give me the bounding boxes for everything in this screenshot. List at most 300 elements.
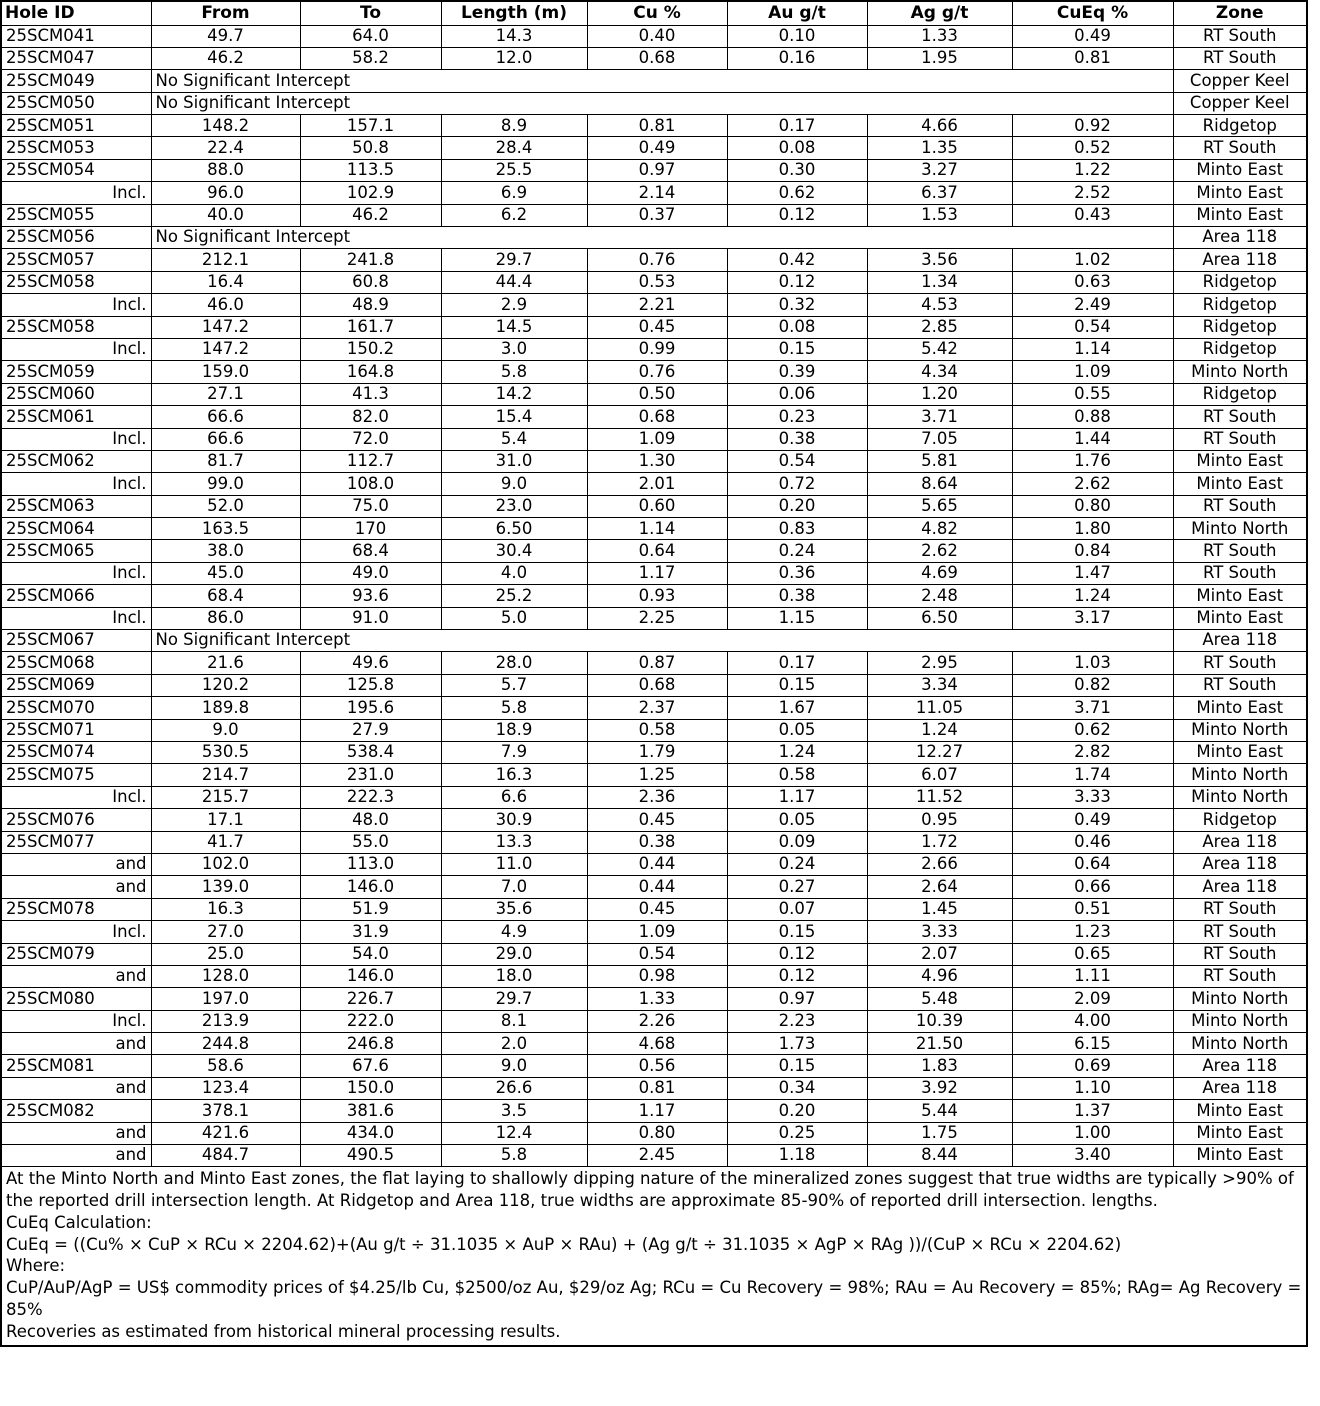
- row-au: 0.17: [727, 115, 867, 137]
- row-to: 226.7: [300, 988, 441, 1010]
- row-length: 8.9: [441, 115, 587, 137]
- row-sub-label: Incl.: [1, 428, 151, 450]
- row-length: 29.0: [441, 943, 587, 965]
- row-ag: 2.64: [867, 876, 1012, 898]
- row-ag: 1.35: [867, 137, 1012, 159]
- row-zone: RT South: [1173, 674, 1307, 696]
- row-length: 23.0: [441, 495, 587, 517]
- row-au: 0.12: [727, 271, 867, 293]
- row-length: 9.0: [441, 473, 587, 495]
- row-cu: 0.44: [587, 853, 727, 875]
- table-row: [1, 518, 1307, 540]
- row-cu: 0.56: [587, 1055, 727, 1077]
- row-from: 421.6: [151, 1122, 300, 1144]
- row-cu: 0.58: [587, 719, 727, 741]
- row-ag: 5.42: [867, 338, 1012, 360]
- row-from: 189.8: [151, 697, 300, 719]
- row-au: 0.12: [727, 943, 867, 965]
- row-au: 0.24: [727, 540, 867, 562]
- row-au: 0.62: [727, 182, 867, 204]
- row-zone: Minto North: [1173, 786, 1307, 808]
- row-hole-id: 25SCM067: [1, 630, 151, 652]
- row-cueq: 0.64: [1012, 853, 1173, 875]
- row-length: 4.0: [441, 562, 587, 584]
- row-au: 0.42: [727, 249, 867, 271]
- table-row: [1, 428, 1307, 450]
- row-to: 41.3: [300, 383, 441, 405]
- row-cueq: 0.65: [1012, 943, 1173, 965]
- row-hole-id: 25SCM063: [1, 495, 151, 517]
- row-hole-id: 25SCM059: [1, 361, 151, 383]
- row-to: 50.8: [300, 137, 441, 159]
- row-zone: Minto North: [1173, 719, 1307, 741]
- row-cueq: 1.22: [1012, 159, 1173, 181]
- row-from: 41.7: [151, 831, 300, 853]
- table-row: [1, 182, 1307, 204]
- row-length: 8.1: [441, 1010, 587, 1032]
- row-zone: RT South: [1173, 25, 1307, 47]
- row-au: 0.08: [727, 316, 867, 338]
- row-zone: RT South: [1173, 921, 1307, 943]
- table-footnotes: [1, 1167, 1307, 1346]
- row-cu: 0.98: [587, 965, 727, 987]
- table-row: [1, 630, 1307, 652]
- row-to: 54.0: [300, 943, 441, 965]
- row-cueq: 0.43: [1012, 204, 1173, 226]
- row-cu: 1.09: [587, 428, 727, 450]
- row-cueq: 3.40: [1012, 1145, 1173, 1167]
- row-sub-label: Incl.: [1, 294, 151, 316]
- row-cu: 0.87: [587, 652, 727, 674]
- row-cueq: 0.49: [1012, 25, 1173, 47]
- row-length: 15.4: [441, 406, 587, 428]
- row-au: 1.67: [727, 697, 867, 719]
- row-ag: 3.34: [867, 674, 1012, 696]
- row-cueq: 0.80: [1012, 495, 1173, 517]
- row-length: 44.4: [441, 271, 587, 293]
- row-zone: Copper Keel: [1173, 92, 1307, 114]
- row-to: 108.0: [300, 473, 441, 495]
- column-header-hole-id: Hole ID: [1, 1, 151, 25]
- row-zone: Area 118: [1173, 853, 1307, 875]
- row-cu: 0.40: [587, 25, 727, 47]
- table-row: [1, 965, 1307, 987]
- table-row: [1, 1055, 1307, 1077]
- row-to: 381.6: [300, 1100, 441, 1122]
- row-cu: 2.21: [587, 294, 727, 316]
- row-ag: 0.95: [867, 809, 1012, 831]
- row-cu: 2.36: [587, 786, 727, 808]
- row-cu: 1.14: [587, 518, 727, 540]
- row-to: 231.0: [300, 764, 441, 786]
- row-au: 0.27: [727, 876, 867, 898]
- row-cueq: 0.54: [1012, 316, 1173, 338]
- table-row: [1, 652, 1307, 674]
- row-cu: 0.76: [587, 249, 727, 271]
- row-length: 12.4: [441, 1122, 587, 1144]
- note-cueq-formula: CuEq = ((Cu% × CuP × RCu × 2204.62)+(Au g/t ÷ 31.1035 × AuP × RAu) + (Ag g/t ÷ 31.1035 × AgP × RAg ))/(CuP × RCu × 2204.62): [6, 1234, 1122, 1254]
- row-zone: Minto East: [1173, 159, 1307, 181]
- row-from: 21.6: [151, 652, 300, 674]
- table-row: [1, 898, 1307, 920]
- row-hole-id: 25SCM077: [1, 831, 151, 853]
- table-row: [1, 406, 1307, 428]
- row-ag: 11.52: [867, 786, 1012, 808]
- row-ag: 21.50: [867, 1033, 1012, 1055]
- row-from: 148.2: [151, 115, 300, 137]
- row-au: 0.34: [727, 1077, 867, 1099]
- row-to: 68.4: [300, 540, 441, 562]
- row-cueq: 1.23: [1012, 921, 1173, 943]
- row-zone: Minto East: [1173, 204, 1307, 226]
- row-to: 60.8: [300, 271, 441, 293]
- row-cu: 0.44: [587, 876, 727, 898]
- row-ag: 4.69: [867, 562, 1012, 584]
- row-cueq: 0.92: [1012, 115, 1173, 137]
- table-row: [1, 988, 1307, 1010]
- row-from: 159.0: [151, 361, 300, 383]
- row-cu: 0.99: [587, 338, 727, 360]
- row-hole-id: 25SCM058: [1, 271, 151, 293]
- row-ag: 1.75: [867, 1122, 1012, 1144]
- row-cu: 0.49: [587, 137, 727, 159]
- row-au: 1.73: [727, 1033, 867, 1055]
- row-sub-label: Incl.: [1, 921, 151, 943]
- row-zone: Ridgetop: [1173, 115, 1307, 137]
- row-hole-id: 25SCM049: [1, 70, 151, 92]
- row-cu: 1.17: [587, 1100, 727, 1122]
- row-zone: Ridgetop: [1173, 316, 1307, 338]
- row-from: 147.2: [151, 338, 300, 360]
- row-from: 52.0: [151, 495, 300, 517]
- row-cu: 0.68: [587, 406, 727, 428]
- row-cueq: 1.37: [1012, 1100, 1173, 1122]
- row-ag: 1.24: [867, 719, 1012, 741]
- row-length: 28.4: [441, 137, 587, 159]
- row-ag: 1.34: [867, 271, 1012, 293]
- row-hole-id: 25SCM071: [1, 719, 151, 741]
- row-to: 31.9: [300, 921, 441, 943]
- row-ag: 1.33: [867, 25, 1012, 47]
- row-cueq: 3.33: [1012, 786, 1173, 808]
- row-from: 68.4: [151, 585, 300, 607]
- row-zone: Ridgetop: [1173, 809, 1307, 831]
- row-length: 30.9: [441, 809, 587, 831]
- row-to: 246.8: [300, 1033, 441, 1055]
- row-au: 0.05: [727, 719, 867, 741]
- table-row: [1, 809, 1307, 831]
- table-row: [1, 1077, 1307, 1099]
- row-to: 51.9: [300, 898, 441, 920]
- row-cueq: 1.44: [1012, 428, 1173, 450]
- row-cu: 0.76: [587, 361, 727, 383]
- row-au: 1.18: [727, 1145, 867, 1167]
- row-au: 2.23: [727, 1010, 867, 1032]
- footnotes-cell: [1, 1167, 1307, 1346]
- row-zone: Minto East: [1173, 607, 1307, 629]
- row-cueq: 1.76: [1012, 450, 1173, 472]
- row-zone: Minto East: [1173, 585, 1307, 607]
- row-ag: 4.34: [867, 361, 1012, 383]
- row-zone: RT South: [1173, 652, 1307, 674]
- row-zone: Minto East: [1173, 473, 1307, 495]
- table-row: [1, 786, 1307, 808]
- row-from: 213.9: [151, 1010, 300, 1032]
- row-cueq: 6.15: [1012, 1033, 1173, 1055]
- row-zone: Ridgetop: [1173, 294, 1307, 316]
- row-to: 125.8: [300, 674, 441, 696]
- row-length: 29.7: [441, 988, 587, 1010]
- table-row: [1, 697, 1307, 719]
- row-from: 25.0: [151, 943, 300, 965]
- table-row: [1, 1145, 1307, 1167]
- row-length: 30.4: [441, 540, 587, 562]
- row-to: 64.0: [300, 25, 441, 47]
- row-ag: 3.92: [867, 1077, 1012, 1099]
- row-zone: Copper Keel: [1173, 70, 1307, 92]
- row-ag: 1.83: [867, 1055, 1012, 1077]
- row-to: 91.0: [300, 607, 441, 629]
- row-from: 45.0: [151, 562, 300, 584]
- row-length: 13.3: [441, 831, 587, 853]
- row-to: 164.8: [300, 361, 441, 383]
- row-zone: RT South: [1173, 47, 1307, 69]
- table-row: [1, 316, 1307, 338]
- note-prices-recoveries: CuP/AuP/AgP = US$ commodity prices of $4.25/lb Cu, $2500/oz Au, $29/oz Ag; RCu = Cu Recovery = 98%; RAu = Au Recovery = 85%; RAg= Ag Recovery = 85%: [6, 1278, 1302, 1320]
- header-row: [1, 1, 1307, 25]
- row-from: 96.0: [151, 182, 300, 204]
- row-zone: RT South: [1173, 428, 1307, 450]
- row-cu: 1.17: [587, 562, 727, 584]
- row-from: 163.5: [151, 518, 300, 540]
- row-cu: 2.25: [587, 607, 727, 629]
- row-ag: 8.64: [867, 473, 1012, 495]
- row-au: 0.09: [727, 831, 867, 853]
- row-zone: RT South: [1173, 406, 1307, 428]
- row-au: 0.38: [727, 428, 867, 450]
- row-zone: Minto East: [1173, 1145, 1307, 1167]
- row-au: 0.20: [727, 495, 867, 517]
- row-ag: 1.45: [867, 898, 1012, 920]
- row-au: 0.32: [727, 294, 867, 316]
- row-au: 0.23: [727, 406, 867, 428]
- row-au: 0.72: [727, 473, 867, 495]
- row-to: 161.7: [300, 316, 441, 338]
- row-cu: 0.38: [587, 831, 727, 853]
- row-length: 5.7: [441, 674, 587, 696]
- row-cueq: 0.82: [1012, 674, 1173, 696]
- row-zone: Minto East: [1173, 697, 1307, 719]
- table-row: [1, 853, 1307, 875]
- row-cueq: 1.00: [1012, 1122, 1173, 1144]
- row-au: 1.15: [727, 607, 867, 629]
- row-zone: Minto East: [1173, 450, 1307, 472]
- row-to: 150.2: [300, 338, 441, 360]
- row-cu: 0.81: [587, 1077, 727, 1099]
- table-row: [1, 115, 1307, 137]
- row-cueq: 2.49: [1012, 294, 1173, 316]
- row-au: 0.30: [727, 159, 867, 181]
- row-au: 0.08: [727, 137, 867, 159]
- row-cu: 1.30: [587, 450, 727, 472]
- row-sub-label: and: [1, 1122, 151, 1144]
- row-length: 25.5: [441, 159, 587, 181]
- row-length: 29.7: [441, 249, 587, 271]
- row-cueq: 1.14: [1012, 338, 1173, 360]
- row-from: 16.3: [151, 898, 300, 920]
- table-row: [1, 47, 1307, 69]
- row-au: 0.24: [727, 853, 867, 875]
- row-ag: 5.44: [867, 1100, 1012, 1122]
- row-to: 222.0: [300, 1010, 441, 1032]
- row-cu: 2.45: [587, 1145, 727, 1167]
- column-header-au: Au g/t: [727, 1, 867, 25]
- row-to: 146.0: [300, 876, 441, 898]
- row-cueq: 1.03: [1012, 652, 1173, 674]
- row-from: 88.0: [151, 159, 300, 181]
- row-cueq: 0.84: [1012, 540, 1173, 562]
- row-length: 2.0: [441, 1033, 587, 1055]
- row-to: 49.0: [300, 562, 441, 584]
- row-length: 3.0: [441, 338, 587, 360]
- row-sub-label: Incl.: [1, 607, 151, 629]
- row-hole-id: 25SCM053: [1, 137, 151, 159]
- row-hole-id: 25SCM080: [1, 988, 151, 1010]
- row-au: 0.15: [727, 674, 867, 696]
- row-to: 170: [300, 518, 441, 540]
- row-cueq: 0.88: [1012, 406, 1173, 428]
- row-sub-label: and: [1, 1077, 151, 1099]
- table-row: [1, 383, 1307, 405]
- row-ag: 5.48: [867, 988, 1012, 1010]
- row-ag: 4.82: [867, 518, 1012, 540]
- row-cueq: 1.80: [1012, 518, 1173, 540]
- row-sub-label: Incl.: [1, 473, 151, 495]
- row-hole-id: 25SCM062: [1, 450, 151, 472]
- note-recoveries-source: Recoveries as estimated from historical mineral processing results.: [6, 1321, 561, 1341]
- row-ag: 1.20: [867, 383, 1012, 405]
- row-ag: 12.27: [867, 742, 1012, 764]
- note-cueq-heading: CuEq Calculation:: [6, 1212, 152, 1232]
- row-cu: 0.68: [587, 47, 727, 69]
- row-from: 86.0: [151, 607, 300, 629]
- row-hole-id: 25SCM058: [1, 316, 151, 338]
- row-hole-id: 25SCM082: [1, 1100, 151, 1122]
- row-to: 490.5: [300, 1145, 441, 1167]
- row-cu: 1.25: [587, 764, 727, 786]
- row-from: 102.0: [151, 853, 300, 875]
- row-from: 147.2: [151, 316, 300, 338]
- row-cu: 4.68: [587, 1033, 727, 1055]
- row-au: 0.97: [727, 988, 867, 1010]
- row-au: 0.54: [727, 450, 867, 472]
- table-row: [1, 1100, 1307, 1122]
- row-cu: 0.93: [587, 585, 727, 607]
- row-to: 55.0: [300, 831, 441, 853]
- row-hole-id: 25SCM055: [1, 204, 151, 226]
- row-cueq: 1.02: [1012, 249, 1173, 271]
- table-row: [1, 159, 1307, 181]
- row-cueq: 0.63: [1012, 271, 1173, 293]
- row-cueq: 1.10: [1012, 1077, 1173, 1099]
- row-ag: 4.53: [867, 294, 1012, 316]
- row-from: 27.0: [151, 921, 300, 943]
- row-zone: RT South: [1173, 943, 1307, 965]
- row-cueq: 0.69: [1012, 1055, 1173, 1077]
- row-length: 18.0: [441, 965, 587, 987]
- note-where: Where:: [6, 1256, 66, 1276]
- row-cu: 0.81: [587, 115, 727, 137]
- row-zone: Minto East: [1173, 1122, 1307, 1144]
- row-cu: 0.64: [587, 540, 727, 562]
- table-row: [1, 271, 1307, 293]
- row-length: 12.0: [441, 47, 587, 69]
- row-hole-id: 25SCM056: [1, 227, 151, 249]
- row-hole-id: 25SCM060: [1, 383, 151, 405]
- row-length: 7.0: [441, 876, 587, 898]
- row-sub-label: Incl.: [1, 338, 151, 360]
- row-zone: RT South: [1173, 562, 1307, 584]
- column-header-from: From: [151, 1, 300, 25]
- row-cu: 0.97: [587, 159, 727, 181]
- row-cueq: 0.49: [1012, 809, 1173, 831]
- row-ag: 3.27: [867, 159, 1012, 181]
- row-zone: Minto East: [1173, 742, 1307, 764]
- row-hole-id: 25SCM050: [1, 92, 151, 114]
- row-cu: 2.26: [587, 1010, 727, 1032]
- row-to: 48.0: [300, 809, 441, 831]
- row-length: 6.2: [441, 204, 587, 226]
- row-ag: 5.81: [867, 450, 1012, 472]
- row-zone: Area 118: [1173, 1077, 1307, 1099]
- row-ag: 7.05: [867, 428, 1012, 450]
- row-au: 0.15: [727, 921, 867, 943]
- row-length: 18.9: [441, 719, 587, 741]
- row-from: 17.1: [151, 809, 300, 831]
- table-row: [1, 338, 1307, 360]
- row-length: 5.0: [441, 607, 587, 629]
- row-to: 58.2: [300, 47, 441, 69]
- table-row: [1, 585, 1307, 607]
- row-ag: 1.95: [867, 47, 1012, 69]
- column-header-ag: Ag g/t: [867, 1, 1012, 25]
- row-to: 538.4: [300, 742, 441, 764]
- row-length: 14.2: [441, 383, 587, 405]
- table-row: [1, 361, 1307, 383]
- row-cueq: 2.62: [1012, 473, 1173, 495]
- row-zone: Minto North: [1173, 988, 1307, 1010]
- row-ag: 2.07: [867, 943, 1012, 965]
- row-from: 49.7: [151, 25, 300, 47]
- row-zone: RT South: [1173, 965, 1307, 987]
- row-au: 0.15: [727, 1055, 867, 1077]
- row-length: 9.0: [441, 1055, 587, 1077]
- row-zone: Minto North: [1173, 764, 1307, 786]
- row-to: 102.9: [300, 182, 441, 204]
- row-cueq: 0.46: [1012, 831, 1173, 853]
- row-hole-id: 25SCM075: [1, 764, 151, 786]
- row-from: 120.2: [151, 674, 300, 696]
- row-from: 99.0: [151, 473, 300, 495]
- row-zone: RT South: [1173, 898, 1307, 920]
- row-ag: 2.85: [867, 316, 1012, 338]
- table-row: [1, 742, 1307, 764]
- row-zone: Area 118: [1173, 249, 1307, 271]
- row-to: 75.0: [300, 495, 441, 517]
- row-hole-id: 25SCM066: [1, 585, 151, 607]
- column-header-cu: Cu %: [587, 1, 727, 25]
- row-au: 1.17: [727, 786, 867, 808]
